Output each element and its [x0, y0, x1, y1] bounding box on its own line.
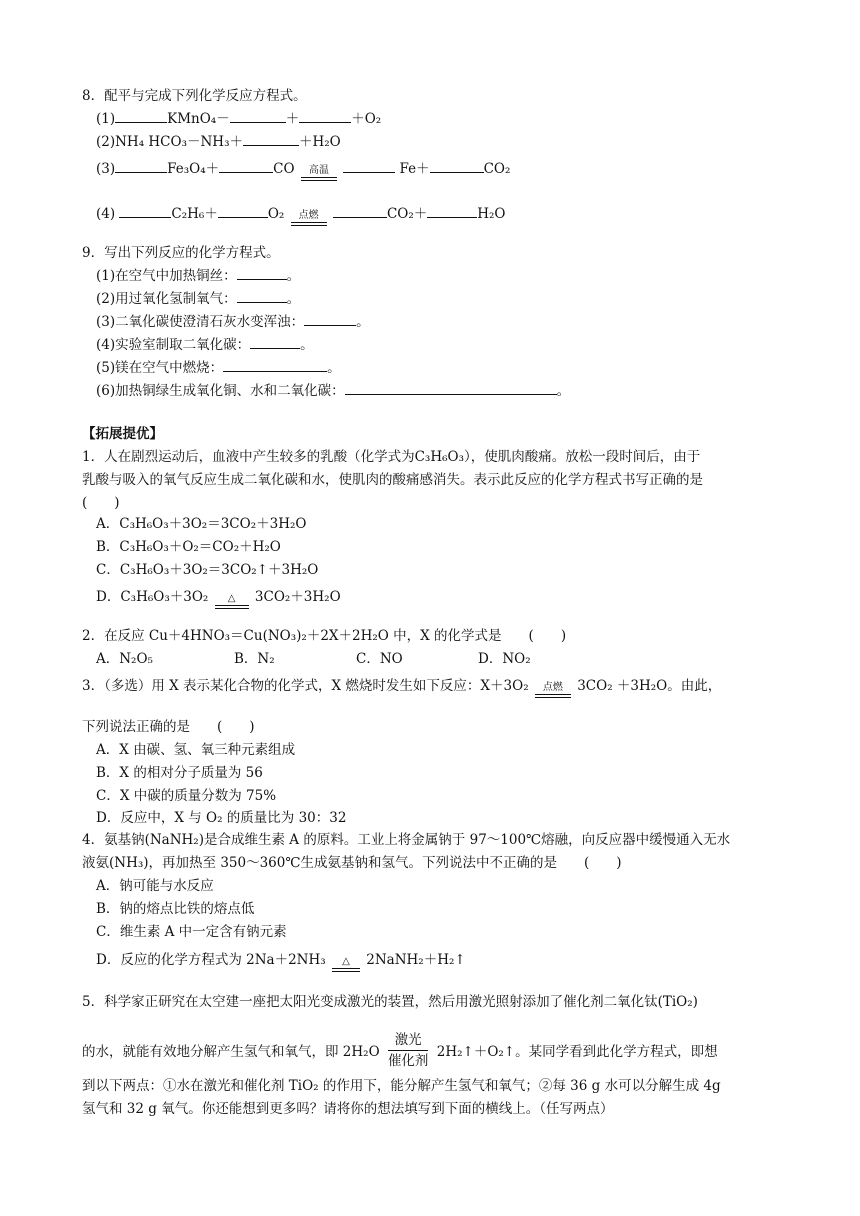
p1-option-d [96, 587, 341, 609]
blank[interactable] [430, 158, 484, 173]
period: 。 [556, 383, 571, 399]
q8-3-co2: CO₂ [483, 161, 511, 177]
equals-bar [332, 968, 360, 972]
blank[interactable] [223, 357, 327, 372]
q9-title: 9．写出下列反应的化学方程式。 [82, 245, 280, 261]
condition-arrow [291, 210, 327, 226]
q9-item [96, 288, 300, 309]
q9-item-text: (5)镁在空气中燃烧： [96, 360, 224, 376]
equals-bar [291, 222, 327, 226]
q8-3-label: (3) [96, 161, 116, 177]
p2-option-a: A．N₂O₅ [96, 651, 153, 667]
q8-1-tail: ＋O₂ [351, 111, 382, 127]
p4-option-a: A．钠可能与水反应 [96, 878, 214, 894]
option-d-right: 3CO₂＋3H₂O [254, 589, 341, 605]
p5-line-left: 的水，就能有效地分解产生氢气和氧气，即 2H₂O [82, 1044, 380, 1060]
p5-line: 5．科学家正研究在太空建一座把太阳光变成激光的装置，然后用激光照射添加了催化剂二氧化钛(TiO₂) [82, 994, 698, 1010]
blank[interactable] [345, 380, 557, 395]
blank[interactable] [219, 158, 273, 173]
blank[interactable] [333, 203, 387, 218]
blank[interactable] [304, 311, 356, 326]
q8-4-formula: C₂H₆＋ [171, 206, 218, 222]
blank[interactable] [427, 203, 477, 218]
blank[interactable] [299, 108, 351, 123]
q8-1-formula: KMnO₄－ [167, 111, 230, 127]
q8-2-tail: ＋H₂O [299, 134, 341, 150]
p3-stem-right: 3CO₂ ＋3H₂O。由此， [577, 678, 722, 694]
heat-condition [332, 956, 360, 972]
p3-option-a: A．X 由碳、氢、氧三种元素组成 [96, 742, 296, 758]
blank[interactable] [250, 334, 300, 349]
p3-stem [82, 676, 721, 698]
blank[interactable] [237, 265, 287, 280]
p3-stem-left: 3．（多选）用 X 表示某化合物的化学式，X 燃烧时发生如下反应：X＋3O₂ [82, 678, 529, 694]
p3-line: 下列说法正确的是 ( ) [82, 719, 255, 735]
p1-answer-paren: ( ) [82, 495, 120, 511]
blank[interactable] [218, 203, 268, 218]
q9-item [96, 265, 300, 286]
q8-3-co: CO [273, 161, 295, 177]
q8-4-o2: O₂ [267, 206, 285, 222]
option-d-right: 2NaNH₂＋H₂↑ [366, 952, 466, 968]
blank[interactable] [230, 108, 286, 123]
blank[interactable] [115, 108, 167, 123]
catalyst-label: 催化剂 [387, 1053, 429, 1069]
q8-3-formula: Fe₃O₄＋ [167, 161, 220, 177]
p2-option-c: C．NO [356, 651, 403, 667]
q9-item-text: (4)实验室制取二氧化碳： [96, 337, 251, 353]
blank[interactable] [343, 158, 395, 173]
p2-option-d: D．NO₂ [478, 651, 531, 667]
blank[interactable] [243, 131, 299, 146]
p3-option-b: B．X 的相对分子质量为 56 [96, 765, 263, 781]
p1-option-c: C．C₃H₆O₃＋3O₂＝3CO₂↑＋3H₂O [96, 562, 319, 578]
p1-option-b: B．C₃H₆O₃＋O₂＝CO₂＋H₂O [96, 539, 281, 555]
p4-line: 4．氨基钠(NaNH₂)是合成维生素 A 的原料。工业上将金属钠于 97～100℃熔融，向反应器中缓慢通入无水 [82, 832, 731, 848]
p5-line: 到以下两点：①水在激光和催化剂 TiO₂ 的作用下，能分解产生氢气和氧气；②每 36 g 水可以分解生成 4g [82, 1078, 721, 1094]
heat-symbol: △ [342, 956, 350, 967]
equals-bar [535, 694, 571, 698]
condition-arrow [535, 682, 571, 698]
q8-2-head: (2)NH₄ HCO₃－NH₃＋ [96, 134, 243, 150]
q9-item [96, 334, 314, 355]
q9-item [96, 380, 570, 401]
p4-option-c: C．维生素 A 中一定含有钠元素 [96, 924, 287, 940]
q8-4-co2: CO₂＋ [386, 206, 428, 222]
p1-line: 乳酸与吸入的氧气反应生成二氧化碳和水，使肌肉的酸痛感消失。表示此反应的化学方程式书写正确的是 [82, 472, 703, 488]
q8-title: 8．配平与完成下列化学反应方程式。 [82, 88, 307, 104]
p4-line: 液氨(NH₃)，再加热至 350～360℃生成氨基钠和氢气。下列说法中不正确的是 ( ) [82, 855, 622, 871]
period: 。 [286, 268, 301, 284]
q9-item-text: (3)二氧化碳使澄清石灰水变浑浊： [96, 314, 305, 330]
q8-line-2 [96, 131, 341, 152]
period: 。 [356, 314, 370, 330]
p2-stem: 2．在反应 Cu＋4HNO₃＝Cu(NO₃)₂＋2X＋2H₂O 中，X 的化学式是 ( ) [82, 628, 567, 644]
q8-line-3 [96, 158, 510, 181]
equals-bar [301, 177, 337, 181]
period: 。 [300, 337, 314, 353]
condition-label: 点燃 [542, 682, 563, 693]
q8-3-fe: Fe＋ [399, 161, 430, 177]
q8-1-plus: ＋ [285, 111, 300, 127]
section-heading: 【拓展提优】 [82, 426, 163, 442]
condition-arrow [301, 165, 337, 181]
p3-option-d: D．反应中，X 与 O₂ 的质量比为 30：32 [96, 810, 347, 826]
condition-label: 点燃 [298, 210, 319, 221]
q9-item-text: (6)加热铜绿生成氧化铜、水和二氧化碳： [96, 383, 345, 399]
q9-item [96, 311, 370, 332]
option-d-left: D．反应的化学方程式为 2Na＋2NH₃ [96, 952, 326, 968]
condition-label: 高温 [308, 165, 329, 176]
option-d-left: D．C₃H₆O₃＋3O₂ [96, 589, 209, 605]
p4-option-b: B．钠的熔点比铁的熔点低 [96, 901, 255, 917]
blank[interactable] [115, 158, 167, 173]
equals-bar [215, 605, 249, 609]
p1-option-a: A．C₃H₆O₃＋3O₂＝3CO₂＋3H₂O [96, 516, 307, 532]
laser-label: 激光 [388, 1030, 429, 1051]
q8-line-4 [96, 203, 506, 226]
q8-line-1 [96, 108, 381, 129]
q8-4-label: (4) [96, 206, 120, 222]
p2-option-b: B．N₂ [234, 651, 275, 667]
condition-fraction [388, 1030, 429, 1071]
period: 。 [327, 360, 341, 376]
q8-4-h2o: H₂O [477, 206, 506, 222]
p5-line: 氢气和 32 g 氧气。你还能想到更多吗？请将你的想法填写到下面的横线上。（任写两点） [82, 1101, 614, 1117]
p5-equation-line [82, 1032, 718, 1073]
blank[interactable] [119, 203, 171, 218]
heat-symbol: △ [227, 593, 236, 604]
q9-item [96, 357, 341, 378]
p5-line-right: 2H₂↑＋O₂↑。某同学看到此化学方程式，即想 [436, 1044, 718, 1060]
p1-line: 1．人在剧烈运动后，血液中产生较多的乳酸（化学式为C₃H₆O₃），使肌肉酸痛。放松一段时间后，由于 [82, 449, 701, 465]
q8-1-label: (1) [96, 111, 116, 127]
period: 。 [286, 291, 301, 307]
q9-item-text: (1)在空气中加热铜丝： [96, 268, 237, 284]
blank[interactable] [237, 288, 287, 303]
p4-option-d [96, 950, 466, 972]
q9-item-text: (2)用过氧化氢制氧气： [96, 291, 237, 307]
p3-option-c: C．X 中碳的质量分数为 75% [96, 788, 277, 804]
heat-condition [215, 593, 249, 609]
